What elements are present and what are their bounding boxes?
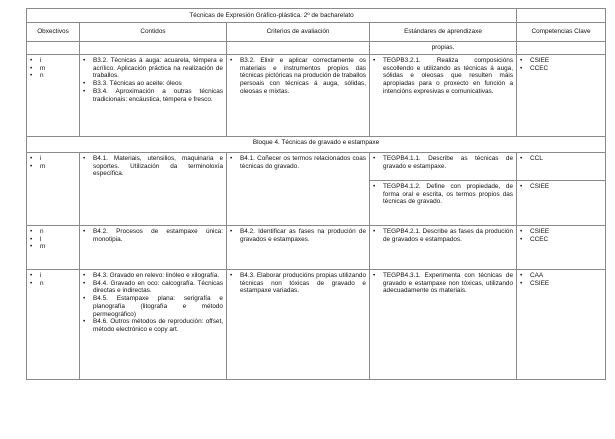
list-item: • TEGPB4.1.2. Define con propiedade, de forma oral e escrita, os termos propios das técnicas de gravado. <box>373 183 513 206</box>
continuation-text: propias. <box>370 42 517 55</box>
standards-list <box>373 57 513 96</box>
criteria-list <box>230 228 366 243</box>
list-item: • B4.1. Coñecer os termos relacionados coas técnicas do gravado. <box>230 155 366 170</box>
block-header-row <box>27 137 606 153</box>
list-item: • CSIEE <box>520 280 602 288</box>
criteria-list <box>230 155 366 170</box>
contents-list <box>83 57 223 103</box>
standards-list <box>373 272 513 295</box>
title-row <box>27 9 606 23</box>
objectives-list <box>30 57 76 80</box>
header-objectives: Obxectivos <box>27 23 80 42</box>
list-item: • TEGPB4.3.1. Experimenta con técnicas de gravado e estampaxe non tóxicas, utilizando adecuadamente os materiais. <box>373 272 513 295</box>
list-item: • TEGPB4.2.1. Describe as fases da produción de gravados e estampados. <box>373 228 513 243</box>
list-item: • B3.2. Técnicas á auga: acuarela, témpera e acrílico. Aplicación práctica na realización de traballos. <box>83 57 223 80</box>
list-item: • CAA <box>520 272 602 280</box>
list-item: • B4.2. Identificar as fases na produción de gravados e estampaxes. <box>230 228 366 243</box>
criteria-list <box>230 57 366 96</box>
list-item: • CCEC <box>520 236 602 244</box>
list-item: • n <box>30 228 76 236</box>
table-row <box>27 153 606 181</box>
header-criteria: Criterios de avaliación <box>227 23 370 42</box>
continuation-row <box>27 42 606 55</box>
table-title: Técnicas de Expresión Gráfico-plástica. 2º de bacharelato <box>27 9 517 23</box>
table-row <box>27 55 606 137</box>
list-item: • CSIEE <box>520 228 602 236</box>
list-item: • B3.2. Elixir e aplicar correctamente os materiais e instrumentos propios das técnicas pictóricas na produción de traballos persoais con técnicas á auga, sólidas, oleosas e mixtas. <box>230 57 366 96</box>
objectives-list <box>30 155 76 170</box>
list-item: • B4.3. Gravado en relevo: linóleo e xilografía. <box>83 272 223 280</box>
contents-list <box>83 155 223 178</box>
table-row <box>27 226 606 270</box>
list-item: • B4.5. Estampaxe plana: serigrafía e planografía (litografía e método permeográfico) <box>83 295 223 318</box>
list-item: • CSIEE <box>520 57 602 65</box>
contents-list <box>83 228 223 243</box>
list-item: • B4.3. Elaborar producións propias utilizando técnicas non tóxicas de gravado e estampaxe variadas. <box>230 272 366 295</box>
list-item: • i <box>30 272 76 280</box>
contents-list <box>83 272 223 334</box>
list-item: • i <box>30 155 76 163</box>
competences-list <box>520 228 602 243</box>
list-item: • B4.2. Procesos de estampaxe única: monotipia. <box>83 228 223 243</box>
list-item: • m <box>30 243 76 251</box>
competences-list <box>520 155 602 163</box>
competences-list <box>520 272 602 287</box>
objectives-list <box>30 272 76 287</box>
list-item: • CCEC <box>520 65 602 73</box>
list-item: • l <box>30 236 76 244</box>
list-item: • B4.6. Outros métodos de reprodución: offset, método electrónico e copy art. <box>83 318 223 333</box>
header-standards: Estándares de aprendizaxe <box>370 23 517 42</box>
list-item: • B3.3. Técnicas ao aceite: óleos <box>83 80 223 88</box>
list-item: • B4.1. Materiais, utensilios, maquinaria e soportes. Utilización da terminoloxía específica. <box>83 155 223 178</box>
list-item: • m <box>30 163 76 171</box>
competences-list <box>520 57 602 72</box>
header-competences: Competencias Clave <box>517 23 606 42</box>
list-item: • m <box>30 65 76 73</box>
list-item: • TEGPB4.1.1. Describe as técnicas de gravado e estampaxe. <box>373 155 513 170</box>
list-item: • i <box>30 57 76 65</box>
curriculum-table <box>26 8 606 380</box>
competences-list <box>520 183 602 191</box>
header-row <box>27 23 606 42</box>
list-item: • CSIEE <box>520 183 602 191</box>
standards-list <box>373 183 513 206</box>
header-contents: Contidos <box>80 23 227 42</box>
list-item: • n <box>30 280 76 288</box>
table-row <box>27 270 606 380</box>
list-item: • n <box>30 72 76 80</box>
criteria-list <box>230 272 366 295</box>
block-title: Bloque 4. Técnicas de gravado e estampaxe <box>27 137 606 153</box>
list-item: • CCL <box>520 155 602 163</box>
title-row-empty-cell <box>517 9 606 23</box>
standards-list <box>373 155 513 170</box>
objectives-list <box>30 228 76 251</box>
standards-list <box>373 228 513 243</box>
list-item: • B3.4. Aproximación a outras técnicas tradicionais: encáustica, témpera e fresco. <box>83 88 223 103</box>
list-item: • B4.4. Gravado en oco: calcografía. Técnicas directas e indirectas. <box>83 280 223 295</box>
list-item: • TEGPB3.2.1. Realiza composicións escollendo e utilizando as técnicas á auga, sólidas e oleosas que resulten máis apropiadas para o proxecto en función a intencións expresivas e comunicativas. <box>373 57 513 96</box>
